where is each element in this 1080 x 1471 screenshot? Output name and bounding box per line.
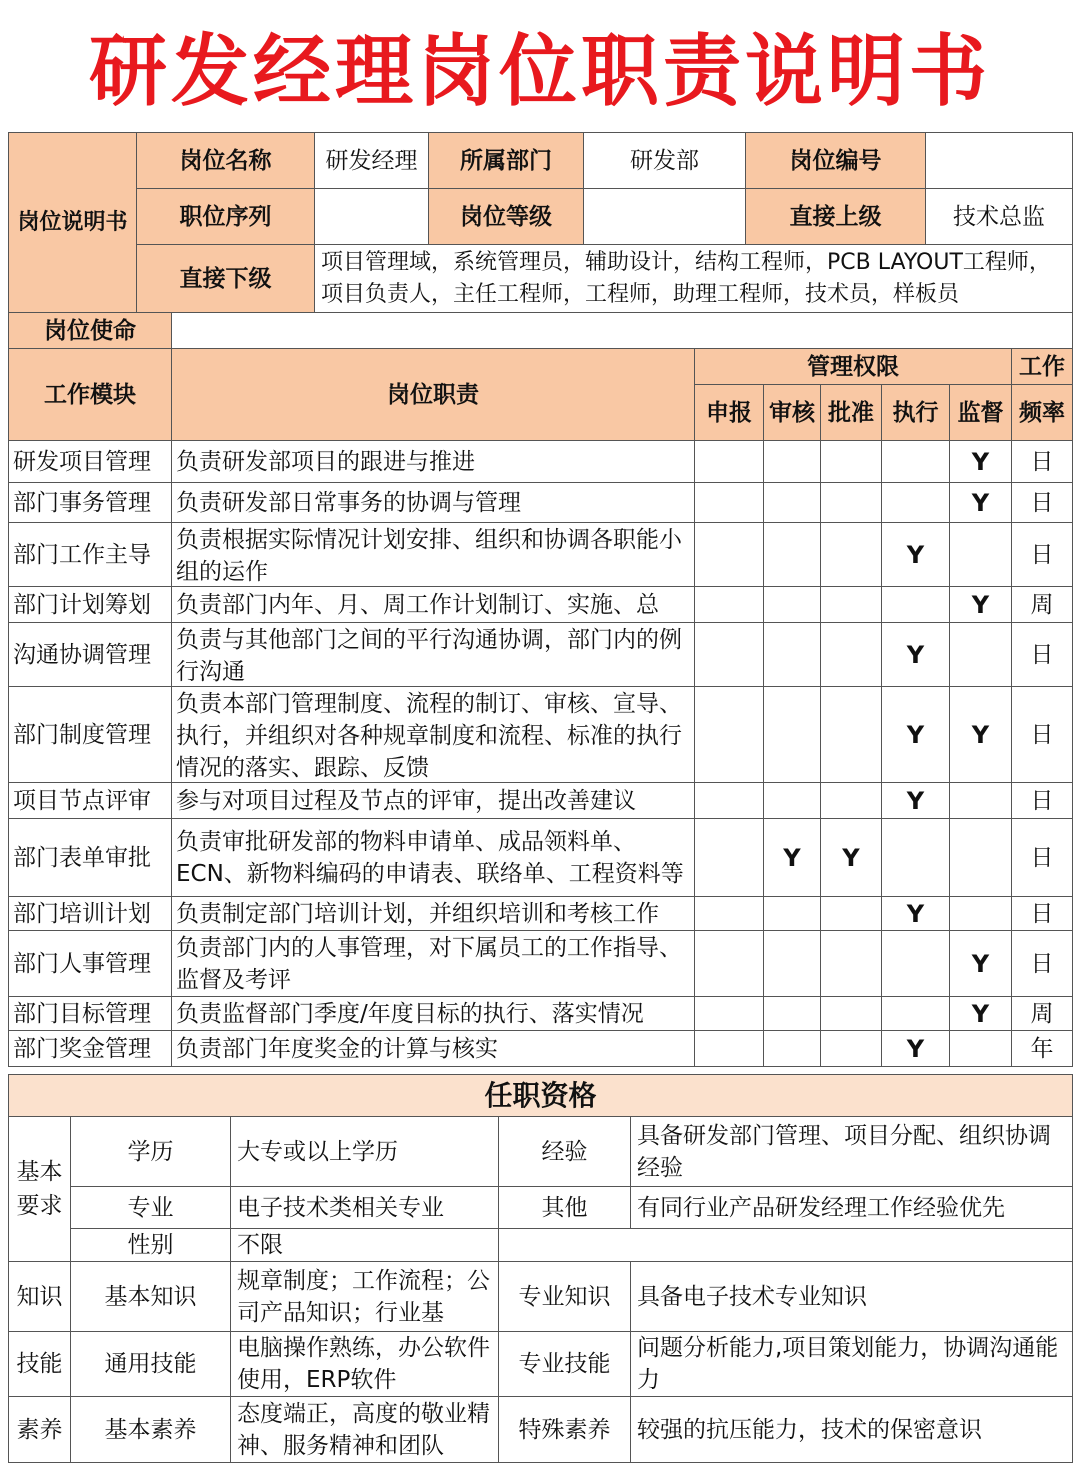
duty-description (172, 897, 695, 931)
duty-header: 岗位职责 (172, 349, 695, 441)
authority-mark-approve (821, 623, 882, 687)
duty-description (172, 483, 695, 523)
authority-mark-execute: Y (882, 1031, 950, 1067)
duty-frequency: 周 (1012, 997, 1073, 1031)
authority-mark-approve (821, 441, 882, 483)
authority-mark-supervise: Y (950, 997, 1012, 1031)
duty-row (9, 819, 1073, 897)
duty-frequency: 日 (1012, 523, 1073, 587)
professional-skill-label: 专业技能 (499, 1332, 631, 1397)
quality-label: 素养 (9, 1397, 71, 1463)
authority-mark-execute (882, 997, 950, 1031)
authority-mark-supervise (950, 897, 1012, 931)
authority-mark-review (764, 997, 821, 1031)
authority-mark-apply (695, 687, 764, 783)
basic-knowledge-label: 基本知识 (71, 1262, 231, 1332)
duty-frequency: 日 (1012, 483, 1073, 523)
duty-module: 部门事务管理 (9, 483, 172, 523)
authority-mark-approve (821, 783, 882, 819)
duty-description (172, 441, 695, 483)
authority-mark-execute (882, 819, 950, 897)
education-value: 大专或以上学历 (231, 1117, 499, 1187)
level-value (584, 189, 746, 245)
duty-row (9, 587, 1073, 623)
authority-mark-execute (882, 931, 950, 997)
authority-mark-apply (695, 997, 764, 1031)
authority-mark-execute (882, 441, 950, 483)
authority-mark-review (764, 783, 821, 819)
mission-label: 岗位使命 (9, 313, 172, 349)
module-header: 工作模块 (9, 349, 172, 441)
authority-mark-execute: Y (882, 623, 950, 687)
duty-frequency: 日 (1012, 783, 1073, 819)
department-value: 研发部 (584, 133, 746, 189)
knowledge-label: 知识 (9, 1262, 71, 1332)
subordinate-label: 直接下级 (137, 245, 315, 313)
authority-col-approve: 批准 (821, 385, 882, 441)
section-label: 岗位说明书 (9, 133, 137, 313)
duty-description (172, 623, 695, 687)
duty-row (9, 441, 1073, 483)
duty-description-text: 负责研发部项目的跟进与推进 (176, 448, 475, 475)
duty-row (9, 897, 1073, 931)
authority-mark-approve (821, 931, 882, 997)
duty-frequency: 周 (1012, 587, 1073, 623)
authority-col-apply: 申报 (695, 385, 764, 441)
duty-frequency: 日 (1012, 441, 1073, 483)
basic-requirements-label: 基本要求 (9, 1117, 71, 1262)
department-label: 所属部门 (429, 133, 584, 189)
professional-skill-value: 问题分析能力,项目策划能力，协调沟通能力 (631, 1332, 1073, 1397)
education-label: 学历 (71, 1117, 231, 1187)
duty-module: 研发项目管理 (9, 441, 172, 483)
authority-mark-review (764, 623, 821, 687)
level-label: 岗位等级 (429, 189, 584, 245)
experience-label: 经验 (499, 1117, 631, 1187)
duty-description-text: 负责根据实际情况计划安排、组织和协调各职能小组的运作 (176, 526, 682, 585)
authority-mark-review (764, 1031, 821, 1067)
superior-value: 技术总监 (926, 189, 1073, 245)
duty-description-text: 负责部门内的人事管理，对下属员工的工作指导、监督及考评 (176, 934, 682, 993)
authority-mark-execute (882, 483, 950, 523)
position-info-table (8, 132, 1073, 313)
authority-mark-review (764, 687, 821, 783)
duty-description-text: 负责与其他部门之间的平行沟通协调，部门内的例行沟通 (176, 626, 682, 685)
duty-module: 部门奖金管理 (9, 1031, 172, 1067)
duty-frequency: 年 (1012, 1031, 1073, 1067)
general-skill-value: 电脑操作熟练，办公软件使用，ERP软件 (231, 1332, 499, 1397)
experience-value: 具备研发部门管理、项目分配、组织协调经验 (631, 1117, 1073, 1187)
authority-mark-supervise: Y (950, 483, 1012, 523)
authority-mark-review (764, 523, 821, 587)
authority-col-supervise: 监督 (950, 385, 1012, 441)
authority-col-review: 审核 (764, 385, 821, 441)
authority-mark-review: Y (764, 819, 821, 897)
authority-mark-review (764, 587, 821, 623)
duty-description-text: 负责审批研发部的物料申请单、成品领料单、ECN、新物料编码的申请表、联络单、工程资料等 (176, 828, 684, 887)
superior-label: 直接上级 (746, 189, 926, 245)
gender-empty (499, 1229, 1073, 1262)
authority-mark-apply (695, 623, 764, 687)
duty-description-text: 负责制定部门培训计划，并组织培训和考核工作 (176, 900, 659, 927)
other-value: 有同行业产品研发经理工作经验优先 (631, 1187, 1073, 1229)
duty-description-text: 负责监督部门季度/年度目标的执行、落实情况 (176, 1000, 644, 1027)
major-value: 电子技术类相关专业 (231, 1187, 499, 1229)
position-name-label: 岗位名称 (137, 133, 315, 189)
qualifications-heading: 任职资格 (9, 1075, 1073, 1117)
basic-knowledge-value: 规章制度；工作流程；公司产品知识；行业基 (231, 1262, 499, 1332)
duty-module: 部门目标管理 (9, 997, 172, 1031)
authority-mark-approve (821, 687, 882, 783)
authority-mark-supervise: Y (950, 587, 1012, 623)
authority-mark-execute: Y (882, 897, 950, 931)
basic-quality-label: 基本素养 (71, 1397, 231, 1463)
gender-label: 性别 (71, 1229, 231, 1262)
authority-mark-apply (695, 1031, 764, 1067)
duty-row (9, 997, 1073, 1031)
basic-quality-value: 态度端正，高度的敬业精神、服务精神和团队 (231, 1397, 499, 1463)
authority-mark-review (764, 931, 821, 997)
duty-description-text: 负责部门内年、月、周工作计划制订、实施、总 (176, 591, 659, 618)
professional-knowledge-label: 专业知识 (499, 1262, 631, 1332)
duty-row (9, 931, 1073, 997)
authority-mark-review (764, 897, 821, 931)
authority-mark-approve (821, 997, 882, 1031)
authority-mark-apply (695, 897, 764, 931)
duty-description-text: 负责部门年度奖金的计算与核实 (176, 1035, 498, 1062)
duty-description (172, 997, 695, 1031)
authority-mark-review (764, 483, 821, 523)
authority-mark-approve (821, 897, 882, 931)
authority-mark-approve (821, 483, 882, 523)
sequence-value (315, 189, 429, 245)
authority-mark-apply (695, 441, 764, 483)
authority-mark-review (764, 441, 821, 483)
special-quality-label: 特殊素养 (499, 1397, 631, 1463)
duty-module: 部门工作主导 (9, 523, 172, 587)
authority-mark-apply (695, 523, 764, 587)
authority-mark-supervise: Y (950, 931, 1012, 997)
duty-frequency: 日 (1012, 819, 1073, 897)
other-label: 其他 (499, 1187, 631, 1229)
authority-mark-apply (695, 783, 764, 819)
frequency-header-bottom: 频率 (1012, 385, 1073, 441)
duty-frequency: 日 (1012, 623, 1073, 687)
duty-description (172, 587, 695, 623)
authority-mark-execute: Y (882, 523, 950, 587)
duty-module: 部门制度管理 (9, 687, 172, 783)
duty-frequency: 日 (1012, 931, 1073, 997)
authority-mark-supervise (950, 819, 1012, 897)
authority-mark-approve (821, 587, 882, 623)
duty-row (9, 1031, 1073, 1067)
authority-mark-execute: Y (882, 783, 950, 819)
authority-mark-supervise (950, 623, 1012, 687)
authority-mark-supervise: Y (950, 441, 1012, 483)
authority-mark-apply (695, 931, 764, 997)
qualifications-table (8, 1074, 1073, 1463)
authority-mark-approve (821, 523, 882, 587)
gender-value: 不限 (231, 1229, 499, 1262)
duty-row (9, 523, 1073, 587)
duty-row (9, 483, 1073, 523)
authority-mark-approve (821, 1031, 882, 1067)
duty-description (172, 931, 695, 997)
major-label: 专业 (71, 1187, 231, 1229)
duty-module: 部门人事管理 (9, 931, 172, 997)
authority-mark-supervise (950, 1031, 1012, 1067)
authority-mark-supervise (950, 783, 1012, 819)
duty-description-text: 参与对项目过程及节点的评审，提出改善建议 (176, 787, 636, 814)
general-skill-label: 通用技能 (71, 1332, 231, 1397)
authority-mark-execute: Y (882, 687, 950, 783)
authority-header: 管理权限 (695, 349, 1012, 385)
duty-description (172, 1031, 695, 1067)
duty-description (172, 687, 695, 783)
authority-mark-apply (695, 819, 764, 897)
authority-mark-supervise (950, 523, 1012, 587)
sequence-label: 职位序列 (137, 189, 315, 245)
position-code-value (926, 133, 1073, 189)
duty-row (9, 623, 1073, 687)
duty-module: 项目节点评审 (9, 783, 172, 819)
duty-description (172, 523, 695, 587)
authority-col-execute: 执行 (882, 385, 950, 441)
duty-row (9, 783, 1073, 819)
duty-description (172, 819, 695, 897)
mission-value (172, 313, 1073, 349)
duty-module: 沟通协调管理 (9, 623, 172, 687)
subordinates-value: 项目管理域，系统管理员，辅助设计，结构工程师，PCB LAYOUT工程师，项目负责人，主任工程师，工程师，助理工程师，技术员，样板员 (315, 245, 1073, 313)
duty-frequency: 日 (1012, 897, 1073, 931)
professional-knowledge-value: 具备电子技术专业知识 (631, 1262, 1073, 1332)
duty-description (172, 783, 695, 819)
duty-description-text: 负责本部门管理制度、流程的制订、审核、宣导、执行，并组织对各种规章制度和流程、标准的执行情况的落实、跟踪、反馈 (176, 690, 682, 781)
duty-row (9, 687, 1073, 783)
frequency-header-top: 工作 (1012, 349, 1073, 385)
position-name-value: 研发经理 (315, 133, 429, 189)
authority-mark-approve: Y (821, 819, 882, 897)
duty-module: 部门计划筹划 (9, 587, 172, 623)
authority-mark-execute (882, 587, 950, 623)
duty-frequency: 日 (1012, 687, 1073, 783)
authority-mark-apply (695, 483, 764, 523)
duty-description-text: 负责研发部日常事务的协调与管理 (176, 489, 521, 516)
duty-module: 部门培训计划 (9, 897, 172, 931)
position-code-label: 岗位编号 (746, 133, 926, 189)
authority-mark-apply (695, 587, 764, 623)
special-quality-value: 较强的抗压能力，技术的保密意识 (631, 1397, 1073, 1463)
authority-mark-supervise: Y (950, 687, 1012, 783)
duty-module: 部门表单审批 (9, 819, 172, 897)
duties-table (8, 312, 1073, 1067)
skill-label: 技能 (9, 1332, 71, 1397)
page-title: 研发经理岗位职责说明书 (88, 27, 991, 117)
